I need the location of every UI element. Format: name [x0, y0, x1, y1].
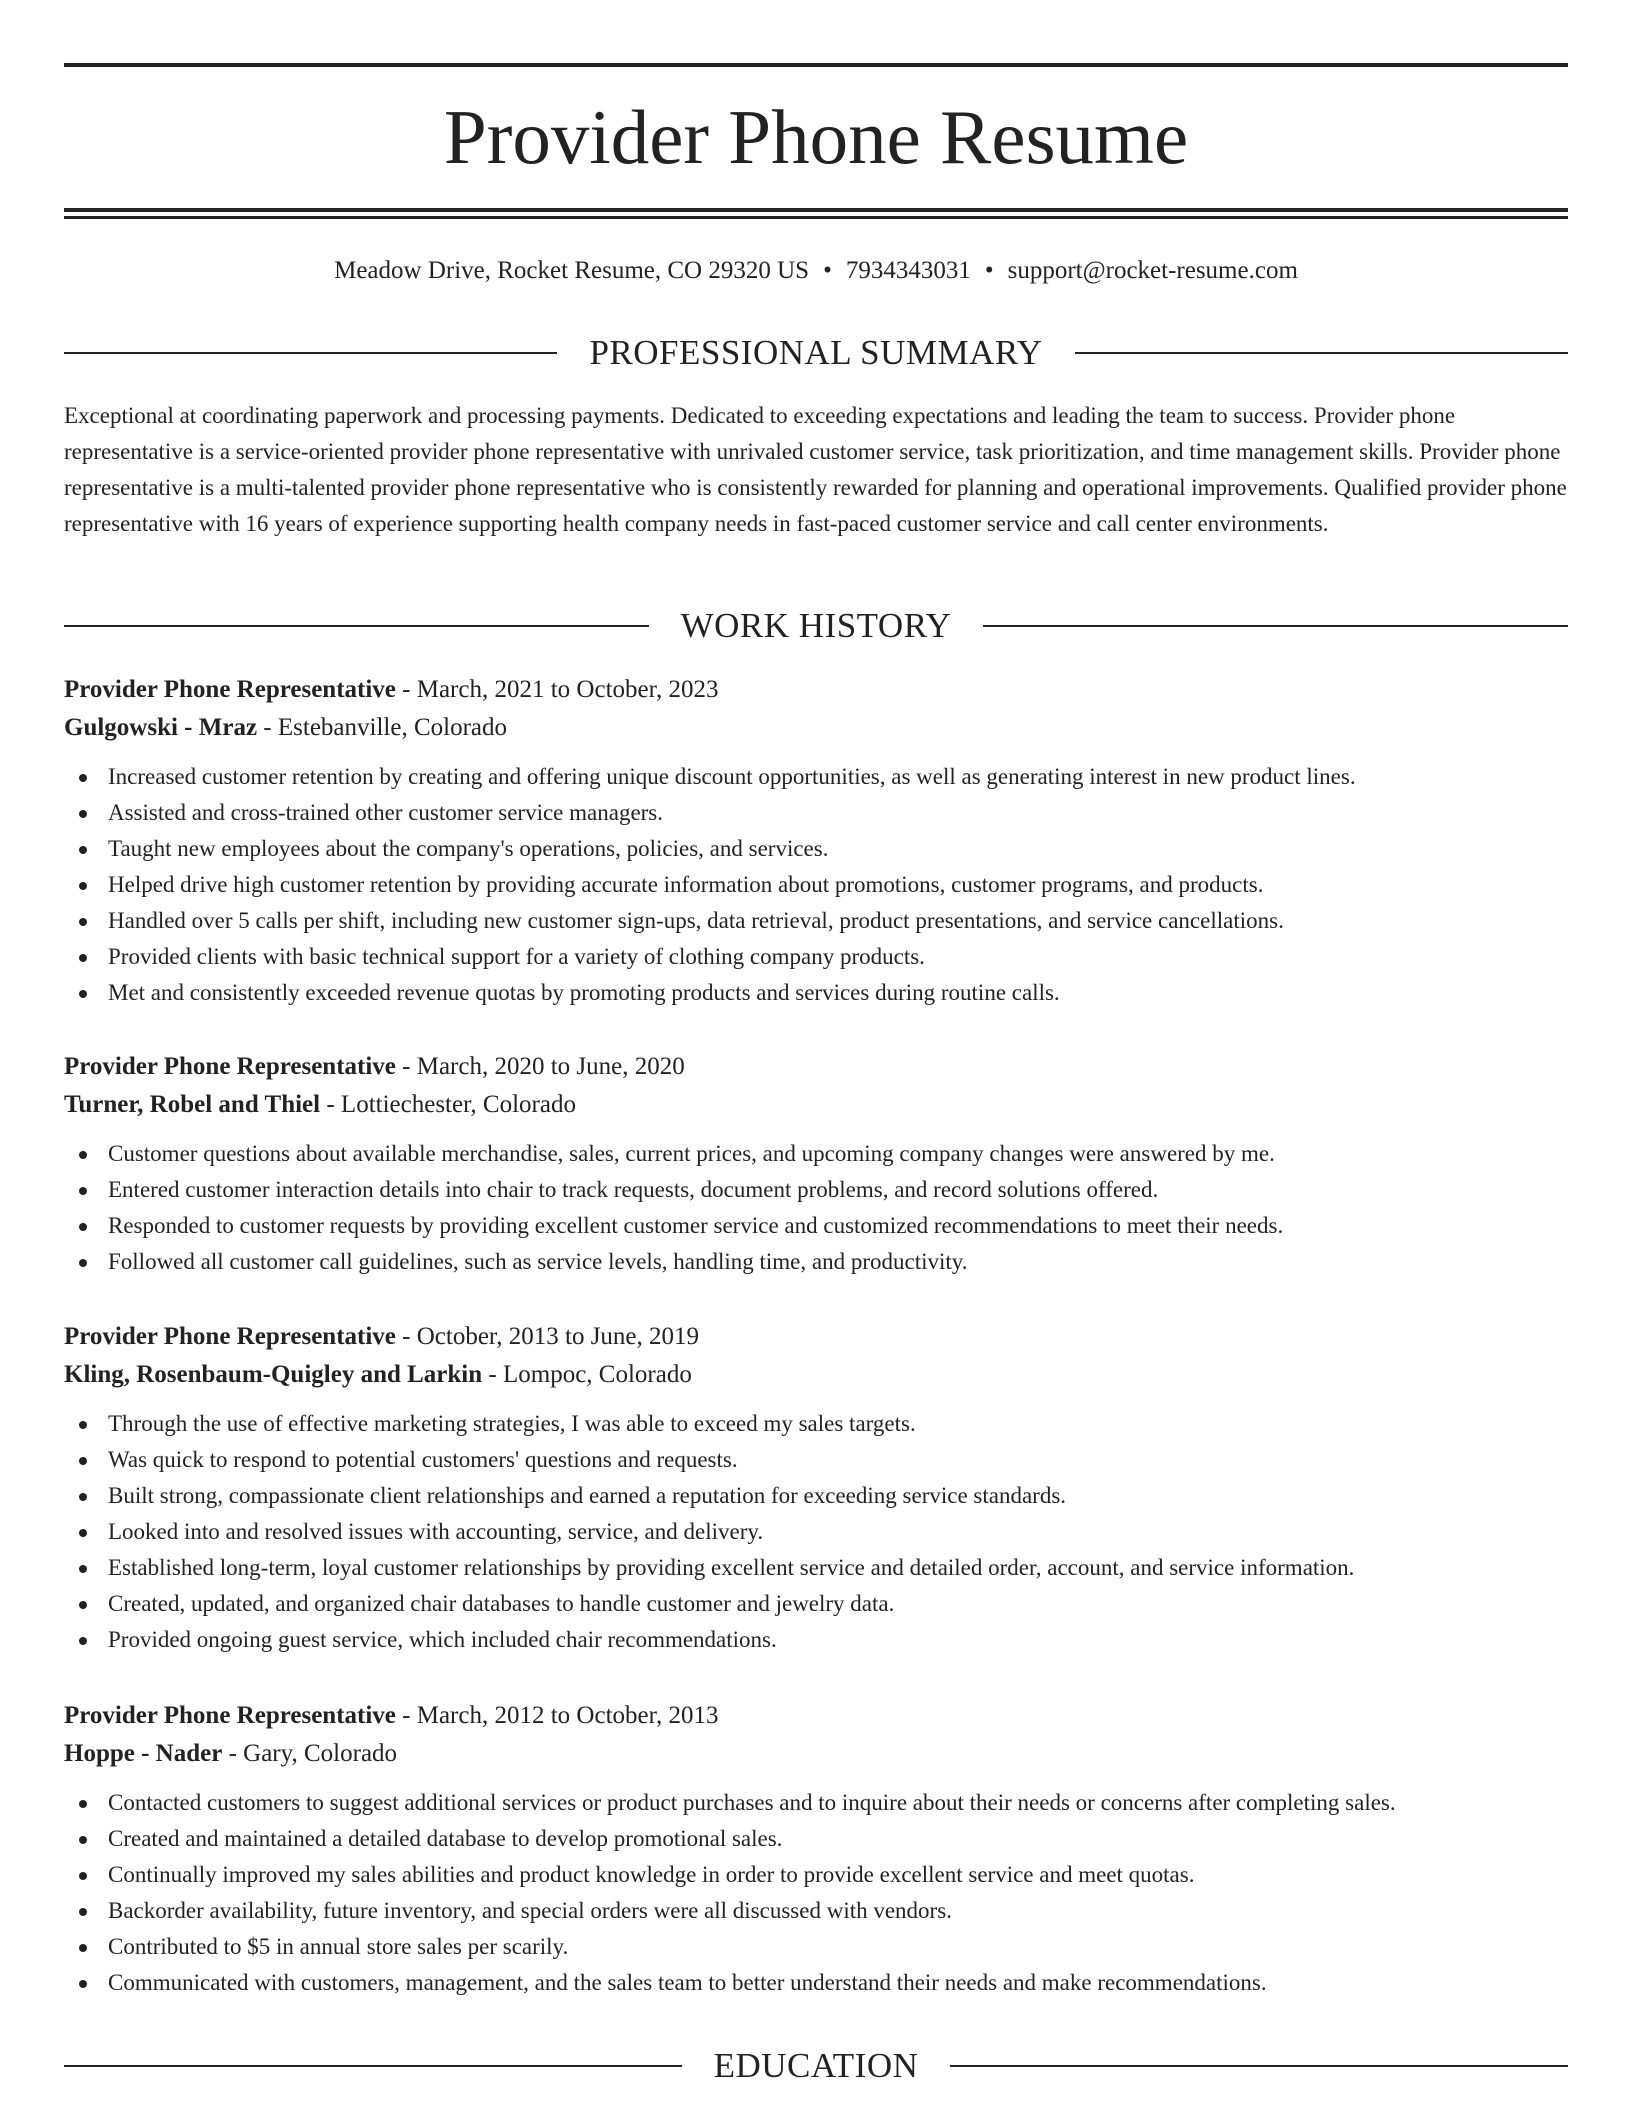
bullet-dot — [79, 918, 87, 926]
bullet-dot — [79, 1493, 87, 1501]
bullet-text: Taught new employees about the company's operations, policies, and services. — [108, 836, 829, 861]
job-location: - Gary, Colorado — [222, 1740, 398, 1767]
job-company: Gulgowski - Mraz — [64, 714, 258, 741]
bullet-text: Provided clients with basic technical support for a variety of clothing company products. — [108, 944, 925, 969]
resume-title: Provider Phone Resume — [443, 94, 1189, 180]
job-company-line — [64, 709, 1568, 747]
job-title-line — [64, 1318, 1568, 1356]
bullet-text: Increased customer retention by creating and offering unique discount opportunities, as well as generating interest in new product lines. — [108, 764, 1356, 789]
job-company-line — [64, 1735, 1568, 1773]
job-company-line — [64, 1086, 1568, 1124]
bullet-text: Handled over 5 calls per shift, including new customer sign-ups, data retrieval, product presentations, and service cancellations. — [108, 908, 1284, 933]
list-item — [64, 1893, 1568, 1929]
list-item — [64, 903, 1568, 939]
bullet-text: Responded to customer requests by providing excellent customer service and customized recommendations to meet their needs. — [108, 1213, 1284, 1238]
list-item — [64, 1172, 1568, 1208]
bullet-dot — [79, 954, 87, 962]
bullet-dot — [79, 1421, 87, 1429]
bullet-text: Contacted customers to suggest additional services or product purchases and to inquire about their needs or concerns after completing sales. — [108, 1790, 1396, 1815]
job-entry — [64, 1318, 1568, 1658]
list-item — [64, 759, 1568, 795]
bullet-dot — [79, 1565, 87, 1573]
bullet-text: Continually improved my sales abilities and product knowledge in order to provide excellent service and meet quotas. — [108, 1862, 1195, 1887]
job-title-line — [64, 1048, 1568, 1086]
bullet-text: Looked into and resolved issues with accounting, service, and delivery. — [108, 1519, 764, 1544]
job-entry — [64, 1697, 1568, 2001]
section-heading-education — [64, 2046, 1568, 2086]
list-item — [64, 1136, 1568, 1172]
heading-rule-right — [950, 2065, 1568, 2067]
bullet-text: Followed all customer call guidelines, such as service levels, handling time, and productivity. — [108, 1249, 968, 1274]
bullet-text: Entered customer interaction details into chair to track requests, document problems, and record solutions offered. — [108, 1177, 1159, 1202]
bullet-text: Met and consistently exceeded revenue quotas by promoting products and services during routine calls. — [108, 980, 1060, 1005]
bullet-text: Assisted and cross-trained other customer service managers. — [108, 800, 664, 825]
bullet-dot — [79, 810, 87, 818]
bullet-dot — [79, 1259, 87, 1267]
job-dates: - March, 2020 to June, 2020 — [395, 1053, 685, 1080]
section-title: WORK HISTORY — [680, 606, 952, 645]
job-title: Provider Phone Representative — [64, 1702, 396, 1729]
bullet-dot — [79, 882, 87, 890]
list-item — [64, 1622, 1568, 1658]
list-item — [64, 1478, 1568, 1514]
job-bullets — [64, 1136, 1568, 1280]
list-item — [64, 939, 1568, 975]
bullet-text: Communicated with customers, management, and the sales team to better understand their needs and make recommendations. — [108, 1970, 1267, 1995]
bullet-dot — [79, 1457, 87, 1465]
list-item — [64, 1785, 1568, 1821]
list-item — [64, 795, 1568, 831]
bullet-text: Through the use of effective marketing strategies, I was able to exceed my sales targets. — [108, 1411, 916, 1436]
bullet-dot — [79, 1187, 87, 1195]
job-dates: - March, 2021 to October, 2023 — [395, 676, 719, 703]
bullet-dot — [79, 1223, 87, 1231]
contact-separator: • — [984, 257, 994, 284]
bullet-text: Customer questions about available merchandise, sales, current prices, and upcoming company changes were answered by me. — [108, 1141, 1275, 1166]
job-bullets — [64, 1785, 1568, 2001]
list-item — [64, 1929, 1568, 1965]
contact-separator: • — [823, 257, 832, 284]
list-item — [64, 867, 1568, 903]
list-item — [64, 1821, 1568, 1857]
job-location: - Estebanville, Colorado — [257, 714, 507, 741]
heading-rule-right — [1075, 352, 1568, 354]
bullet-text: Built strong, compassionate client relationships and earned a reputation for exceeding service standards. — [108, 1483, 1067, 1508]
job-title: Provider Phone Representative — [64, 676, 396, 703]
list-item — [64, 1586, 1568, 1622]
job-entry — [64, 1048, 1568, 1280]
list-item — [64, 1442, 1568, 1478]
job-company-line — [64, 1356, 1568, 1394]
contact-email: support@rocket-resume.com — [1007, 257, 1298, 284]
bullet-text: Backorder availability, future inventory, and special orders were all discussed with vendors. — [108, 1898, 952, 1923]
job-bullets — [64, 1406, 1568, 1658]
heading-rule-left — [64, 352, 557, 354]
bullet-dot — [79, 1872, 87, 1880]
list-item — [64, 1244, 1568, 1280]
bullet-text: Provided ongoing guest service, which included chair recommendations. — [108, 1627, 777, 1652]
job-company: Hoppe - Nader — [64, 1740, 223, 1767]
job-company: Kling, Rosenbaum-Quigley and Larkin — [64, 1361, 483, 1388]
job-dates: - March, 2012 to October, 2013 — [395, 1702, 719, 1729]
job-location: - Lompoc, Colorado — [482, 1361, 692, 1388]
job-dates: - October, 2013 to June, 2019 — [395, 1323, 700, 1350]
bullet-dot — [79, 1637, 87, 1645]
bullet-text: Created, updated, and organized chair databases to handle customer and jewelry data. — [108, 1591, 895, 1616]
job-bullets — [64, 759, 1568, 1011]
list-item — [64, 1208, 1568, 1244]
list-item — [64, 1406, 1568, 1442]
bullet-dot — [79, 1836, 87, 1844]
bullet-dot — [79, 774, 87, 782]
job-title: Provider Phone Representative — [64, 1053, 396, 1080]
list-item — [64, 1550, 1568, 1586]
job-entry — [64, 671, 1568, 1011]
list-item — [64, 1857, 1568, 1893]
bullet-dot — [79, 1980, 87, 1988]
job-location: - Lottiechester, Colorado — [320, 1091, 576, 1118]
bullet-text: Helped drive high customer retention by providing accurate information about promotions, customer programs, and products. — [108, 872, 1264, 897]
bullet-dot — [79, 1944, 87, 1952]
section-title: PROFESSIONAL SUMMARY — [589, 333, 1043, 372]
contact-line — [64, 255, 1568, 287]
bullet-dot — [79, 1908, 87, 1916]
job-title-line — [64, 671, 1568, 709]
job-company: Turner, Robel and Thiel — [64, 1091, 321, 1118]
bullet-dot — [79, 1529, 87, 1537]
bullet-dot — [79, 1800, 87, 1808]
bullet-dot — [79, 1151, 87, 1159]
summary-text: Exceptional at coordinating paperwork and processing payments. Dedicated to exceeding expectations and leading the team to success. Provider phone representative is a service-oriented provider phone representative with unrivaled customer service, task prioritization, and time management skills. Provider phone representative is a multi-talented provider phone representative who is consistently rewarded for planning and operational improvements. Qualified provider phone representative with 16 years of experience supporting health company needs in fast-paced customer service and call center environments. — [64, 403, 1567, 536]
contact-address: Meadow Drive, Rocket Resume, CO 29320 US — [334, 257, 810, 284]
bullet-text: Established long-term, loyal customer relationships by providing excellent service and detailed order, account, and service information. — [108, 1555, 1355, 1580]
bullet-text: Contributed to $5 in annual store sales per scarily. — [108, 1934, 569, 1959]
list-item — [64, 975, 1568, 1011]
contact-phone: 7934343031 — [845, 257, 971, 284]
list-item — [64, 831, 1568, 867]
job-title-line — [64, 1697, 1568, 1735]
bullet-dot — [79, 990, 87, 998]
section-heading-summary — [64, 333, 1568, 373]
heading-rule-left — [64, 2065, 682, 2067]
top-rule — [64, 63, 1568, 67]
list-item — [64, 1965, 1568, 2001]
job-title: Provider Phone Representative — [64, 1323, 396, 1350]
bullet-text: Created and maintained a detailed database to develop promotional sales. — [108, 1826, 783, 1851]
title-rule-upper — [64, 208, 1568, 212]
bullet-dot — [79, 846, 87, 854]
section-heading-work — [64, 606, 1568, 646]
list-item — [64, 1514, 1568, 1550]
bullet-text: Was quick to respond to potential customers' questions and requests. — [108, 1447, 738, 1472]
title-rule-lower — [64, 216, 1568, 219]
heading-rule-right — [983, 625, 1568, 627]
bullet-dot — [79, 1601, 87, 1609]
section-title: EDUCATION — [713, 2046, 919, 2085]
heading-rule-left — [64, 625, 649, 627]
